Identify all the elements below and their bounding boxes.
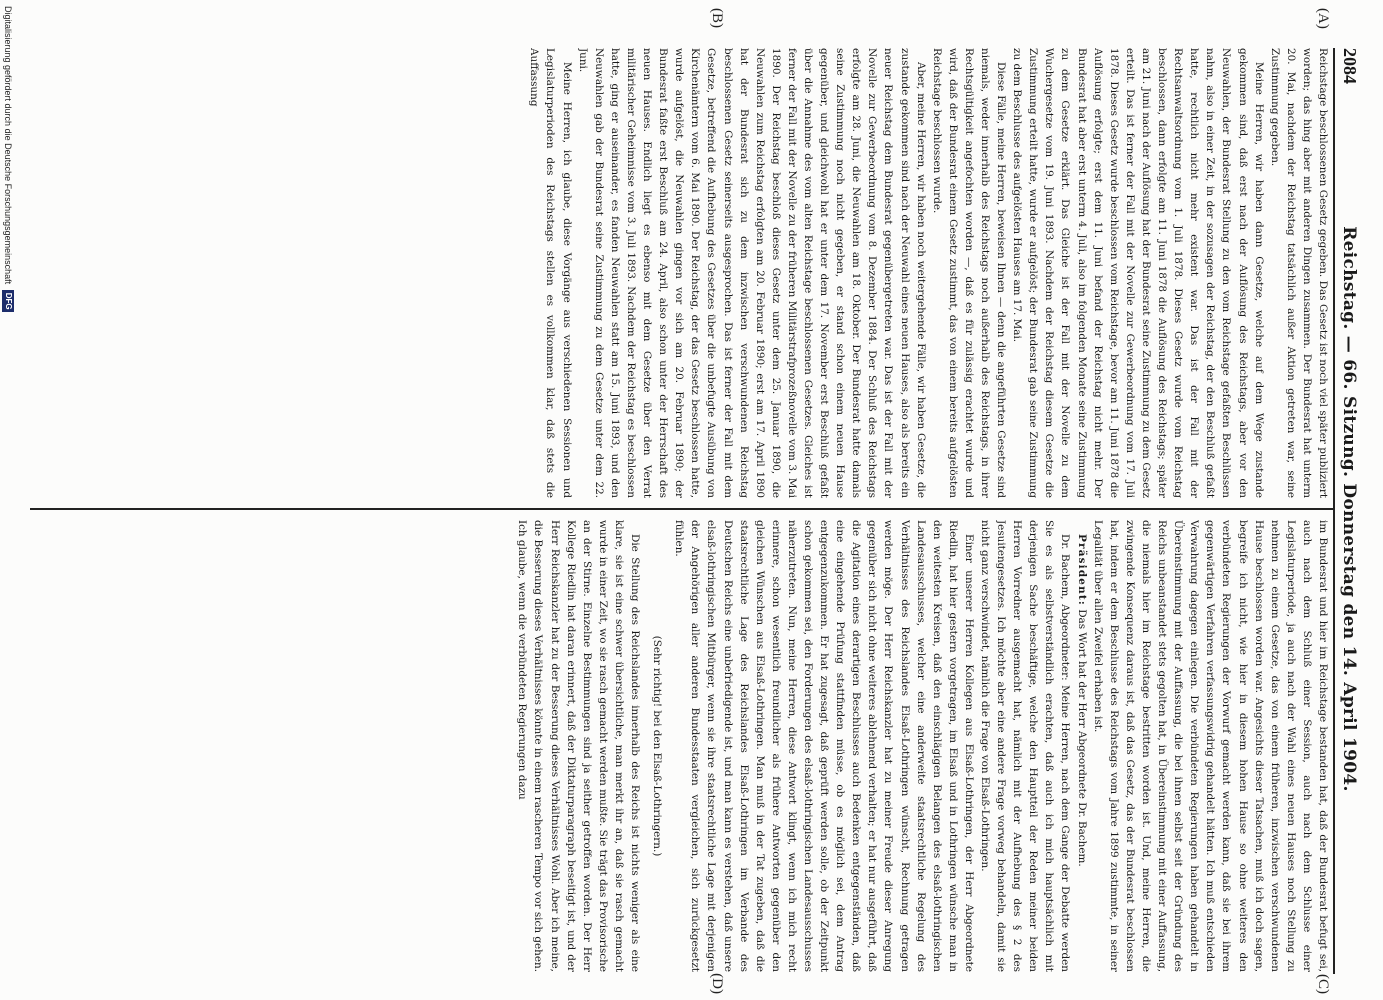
left-text-column: [30, 48, 1331, 498]
page-header: [1333, 48, 1377, 974]
paragraph: Meine Herren, wir haben dann Gesetze, welche auf dem Wege zustande gekommen sind, daß erst nach der Auflösung des Reichstags, aber vor den Neuwahlen, der Bundesrat Stellung zu den vom Reichstage gefaßten Beschlüssen nahm, also in einer Zeit, in der sozusagen der Reichstag, der den Beschluß gefaßt hatte, rechtlich nicht mehr existent war. Das ist der Fall mit der Rechtsanwaltsordnung vom 1. Juli 1878. Dieses Gesetz wurde vom Reichstag beschlossen, dann erfolgte am 11. Juni 1878 die Auflösung des Reichstags; später am 21. Juni nach der Auflösung hat der Bundesrat seine Zustimmung zu dem Gesetz erteilt. Das ist ferner der Fall mit der Novelle zur Gewerbeordnung vom 17. Juli 1878. Dieses Gesetz wurde beschlossen vom Reichstage, bevor am 11. Juni 1878 die Auflösung erfolgte; erst dem 11. Juni befand der Reichstag nicht mehr. Der Bundesrat hat aber erst unterm 4. Juli, also im folgenden Monate seine Zustimmung zu dem Gesetze erklärt. Das Gleiche ist der Fall mit der Novelle zu dem Wuchergesetze vom 19. Juni 1893. Nachdem der Reichstag diesem Gesetze die Zustimmung erteilt hatte, wurde er aufgelöst; der Bundesrat gab seine Zustimmung zu dem Beschlusse des aufgelösten Hauses am 17. Mai.: [1011, 48, 1265, 498]
speaker-text: Das Wort hat der Herr Abgeordnete Dr. Bachem.: [1075, 609, 1088, 867]
dfg-logo-icon: DFG: [2, 290, 14, 312]
interjection: (Sehr richtig! bei den Elsaß-Lothringern.): [651, 635, 664, 857]
right-text-column: [30, 520, 1331, 972]
paragraph: im Bundesrat und hier im Reichstage bestanden hat, daß der Bundesrat befugt sei, auch nach dem Schluß einer Session, auch nach dem Schlusse einer Legislaturperiode, ja auch nach der Wahl eines neuen Hauses noch Stellung zu nehmen zu einem Gesetze, das von einem früheren, inzwischen verschwundenen Hause beschlossen worden war. Angesichts dieser Tatsachen, muß ich doch sagen, begreife ich nicht, wie hier in diesem hohen Hause so ohne weiteres den verbündeten Regierungen der Vorwurf gemacht werden kann, daß sie bei ihrem gegenwärtigen Verfahren verfassungswidrig gehandelt hätten. Ich muß entschieden Verwahrung dagegen einlegen. Die verbündeten Regierungen haben gehandelt in Übereinstimmung mit der Auffassung, die bei ihnen selbst seit der Gründung des Reichs unbeanstandet stets gegolten hat, in Übereinstimmung mit einer Auffassung, die niemals hier im Reichstage bestritten worden ist. Und, meine Herren, die zwingende Konsequenz daraus ist, daß das Gesetz, das der Bundesrat beschlossen hat, indem er dem Beschlusse des Reichstags vom Jahre 1899 zustimmte, in seiner Legalität über allen Zweifel erhaben ist.: [1091, 520, 1329, 972]
paragraph: Dr. Bachem, Abgeordneter: Meine Herren, nach dem Gange der Debatte werden Sie es als selbstverständlich erachten, daß auch ich mich hauptsächlich mit derjenigen Sache beschäftige, welche den Hauptteil der Reden meiner beiden Herren Vorredner ausgemacht hat, nämlich mit der Aufhebung des § 2 des Jesuitengesetzes. Ich möchte aber eine andere Frage vorweg behandeln, damit sie nicht ganz verschwindet, nämlich die Frage von Elsaß-Lothringen.: [979, 520, 1072, 972]
running-head: Reichstag. — 66. Sitzung. Donnerstag den 14. April 1904.: [1339, 226, 1359, 792]
margin-mark-a: (A): [1315, 8, 1331, 29]
margin-mark-c: (C): [1315, 974, 1331, 994]
paragraph: Diese Fälle, meine Herren, beweisen Ihnen — denn die angeführten Gesetze sind niemals, weder innerhalb des Reichstags noch außerhalb des Reichstags, in ihrer Rechtsgültigkeit angefochten worden —, daß es für zulässig erachtet wurde und wird, daß der Bundesrat einem Gesetz zustimmt, das von einem bereits aufgelösten Reichstage beschlossen wurde.: [930, 48, 1008, 498]
digitization-note: [2, 6, 14, 312]
margin-mark-b: (B): [709, 8, 725, 28]
column-divider: [30, 508, 1333, 510]
paragraph: Meine Herren, ich glaube, diese Vorgänge aus verschiedenen Sessionen und Legislaturperioden des Reichstags stellen es vollkommen klar, daß stets die Auffassung: [528, 48, 573, 498]
speaker-label: Präsident:: [1075, 534, 1088, 606]
paragraph: Reichstage beschlossenen Gesetz gegeben. Das Gesetz ist noch viel später publiziert worden; das hing aber mit anderen Dingen zusammen. Der Bundesrat hat unterm 20. Mai, nachdem der Reichstag tatsächlich außer Aktion getreten war, seine Zustimmung gegeben.: [1268, 48, 1329, 498]
paragraph: Aber, meine Herren, wir haben noch weitergehende Fälle, wir haben Gesetze, die zustande gekommen sind nach der Neuwahl eines neuen Hauses, also als bereits ein neuer Reichstag dem Bundesrat gegenübergetreten war. Das ist der Fall mit der Novelle zur Gewerbeordnung vom 8. Dezember 1884. Der Schluß des Reichstags erfolgte am 28. Juni, die Neuwahlen am 18. Oktober. Der Bundesrat hatte damals seine Zustimmung noch nicht gegeben, er stand schon einem neuen Hause gegenüber, und gleichwohl hat er unter dem 17. November erst Beschluß gefaßt über die Annahme des vom alten Reichstage beschlossenen Gesetzes. Gleiches ist ferner der Fall mit der Novelle zu der früheren Militärstrafprozeßnovelle vom 3. Mai 1890. Der Reichstag beschloß dieses Gesetz unter dem 25. Januar 1890, die Neuwahlen zum Reichstag erfolgten am 20. Februar 1890; erst am 17. April 1890 hat der Bundesrat sich zu dem inzwischen verschwundenen Reichstag beschlossenen Gesetz seinerseits ausgesprochen. Das ist ferner der Fall mit dem Gesetze, betreffend die Aufhebung des Gesetzes über die unbefugte Ausübung von Kirchenämtern vom 6. Mai 1890. Der Reichstag, der das Gesetz beschlossen hatte, wurde aufgelöst, die Neuwahlen gingen vor sich am 20. Februar 1890; der Bundesrat faßte erst Beschluß am 24. April, also schon unter der Herrschaft des neuen Hauses. Endlich liegt es ebenso mit dem Gesetze über den Verrat militärischer Geheimnisse vom 3. Juli 1893. Nachdem der Reichstag es beschlossen hatte, ging er auseinander, es fanden Neuwahlen statt am 15. Juni 1893, und den Neuwahlen gab der Bundesrat seine Zustimmung zu dem Gesetze unter dem 22. Juni.: [576, 48, 927, 498]
page-number: 2084: [1340, 48, 1360, 84]
paragraph: Die Stellung des Reichslandes innerhalb des Reichs ist nichts weniger als eine klare, sie ist eine schwer übersichtliche, man merkt ihr an, daß sie rasch gemacht wurde in einer Zeit, wo sie rasch gemacht werden mußte. Sie trägt das Provisorische an der Stirne. Einzelne Bestimmungen sind ja seither getroffen worden. Der Herr Kollege Riedlin hat daran erinnert, daß der Diktaturparagraph beseitigt ist, und der Herr Reichskanzler hat zu der Besserung dieses Verhältnisses Wohl. Aber ich meine, die Besserung dieses Verhältnisses könnte in einem rascheren Tempo vor sich gehen. Ich glaube, wenn die verbündeten Regierungen dazu: [516, 520, 642, 972]
paragraph: Einer unserer Herren Kollegen aus Elsaß-Lothringen, der Herr Abgeordnete Riedlin, hat hier gestern vorgetragen, im Elsaß und in Lothringen wünsche man in den weitesten Kreisen, daß den einschlägigen Belangen des elsaß-lothringischen Landesausschusses, welcher eine anderweite staatsrechtliche Regelung des Verhältnisses des Reichslandes Elsaß-Lothringen wünscht, Rechnung getragen werden möge. Der Herr Reichskanzler hat zu meiner Freude dieser Anregung gegenüber sich nicht ohne weiteres ablehnend verhalten; er hat nur ausgeführt, daß die Agitation eines derartigen Beschlusses auch Bedenken entgegenständen, daß eine eingehende Prüfung stattfinden müsse, ob es möglich sei, dem Antrag entgegenzukommen. Er hat zugesagt, daß geprüft werden solle, ob der Zeitpunkt schon gekommen sei, den Forderungen des elsaß-lothringischen Landesausschusses näherzutreten. Nun, meine Herren, diese Antwort klingt, wenn ich mich recht erinnere, schon wesentlich freundlicher als frühere Antworten gegenüber den gleichen Wünschen aus Elsaß-Lothringen. Man muß in der Tat zugeben, daß die staatsrechtliche Lage des Reichslandes Elsaß-Lothringen im Verbande des Deutschen Reichs eine unbefriedigende ist, und man kann es verstehen, daß unsere elsaß-lothringischen Mitbürger, wenn sie ihre staatsrechtliche Lage mit derjenigen der Angehörigen aller anderen Bundesstaaten vergleichen, sich zurückgesetzt fühlen.: [673, 520, 975, 972]
margin-mark-d: (D): [709, 973, 725, 994]
speaker-line-president: [1074, 520, 1090, 972]
digitization-text: Digitalisierung gefördert durch die Deutsche Forschungsgemeinschaft: [3, 6, 13, 285]
